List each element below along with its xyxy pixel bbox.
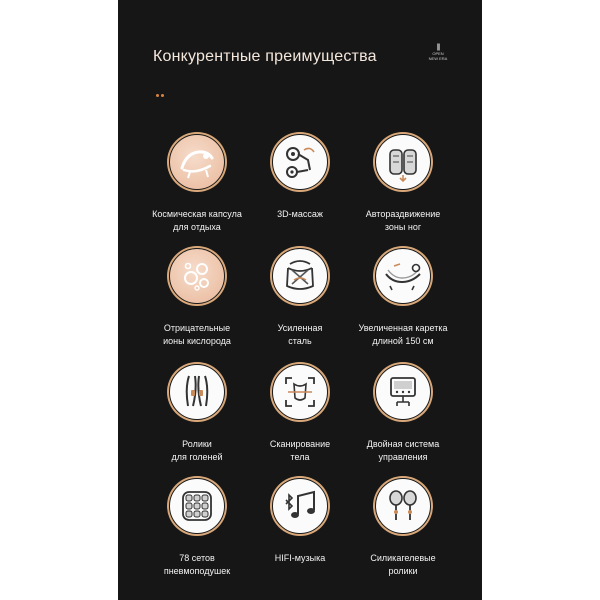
feature-icon-circle (167, 476, 227, 536)
feature-icon-circle (373, 132, 433, 192)
feature-icon-circle (270, 362, 330, 422)
hifi-music-icon (280, 486, 320, 526)
body-scan-icon (280, 372, 320, 412)
feature-label: Сканирование тела (269, 439, 331, 462)
feature-label: Ролики для голеней (171, 439, 223, 462)
airbags-icon (177, 486, 217, 526)
feature-label: 3D-массаж (277, 209, 323, 219)
feature-icon-circle (373, 246, 433, 306)
feature-label: Усиленная сталь (277, 323, 323, 346)
oxygen-ions-icon (177, 256, 217, 296)
feature-label: Космическая капсула для отдыха (152, 209, 242, 232)
feature-icon-circle (167, 246, 227, 306)
logo-line: NEW ERA (428, 56, 448, 61)
feature-icon-circle (373, 362, 433, 422)
reinforced-steel-icon (280, 256, 320, 296)
feature-label: HIFI-музыка (274, 553, 326, 563)
page-title: Конкурентные преимущества (153, 48, 377, 65)
calf-rollers-icon (177, 372, 217, 412)
feature-label: Увеличенная каретка длиной 150 см (358, 323, 448, 346)
dual-control-icon (383, 372, 423, 412)
feature-panel (118, 0, 482, 600)
feature-label: Автораздвижение зоны ног (365, 209, 441, 232)
long-track-icon (382, 256, 424, 296)
feature-label: Отрицательные ионы кислорода (163, 323, 231, 346)
feature-label: Двойная система управления (366, 439, 440, 462)
feature-label: 78 сетов пневмоподушек (163, 553, 231, 576)
logo-line: OPEN (432, 51, 444, 56)
brand-logo: ||| OPEN NEW ERA (428, 44, 448, 61)
feature-icon-circle (167, 362, 227, 422)
accent-dots (156, 84, 166, 102)
3d-massage-icon (280, 142, 320, 182)
feature-icon-circle (167, 132, 227, 192)
capsule-chair-icon (176, 144, 218, 180)
feature-icon-circle (373, 476, 433, 536)
feature-icon-circle (270, 132, 330, 192)
feature-icon-circle (270, 246, 330, 306)
leg-extension-icon (383, 142, 423, 182)
feature-label: Силикагелевые ролики (370, 553, 436, 576)
silicone-rollers-icon (383, 486, 423, 526)
feature-icon-circle (270, 476, 330, 536)
